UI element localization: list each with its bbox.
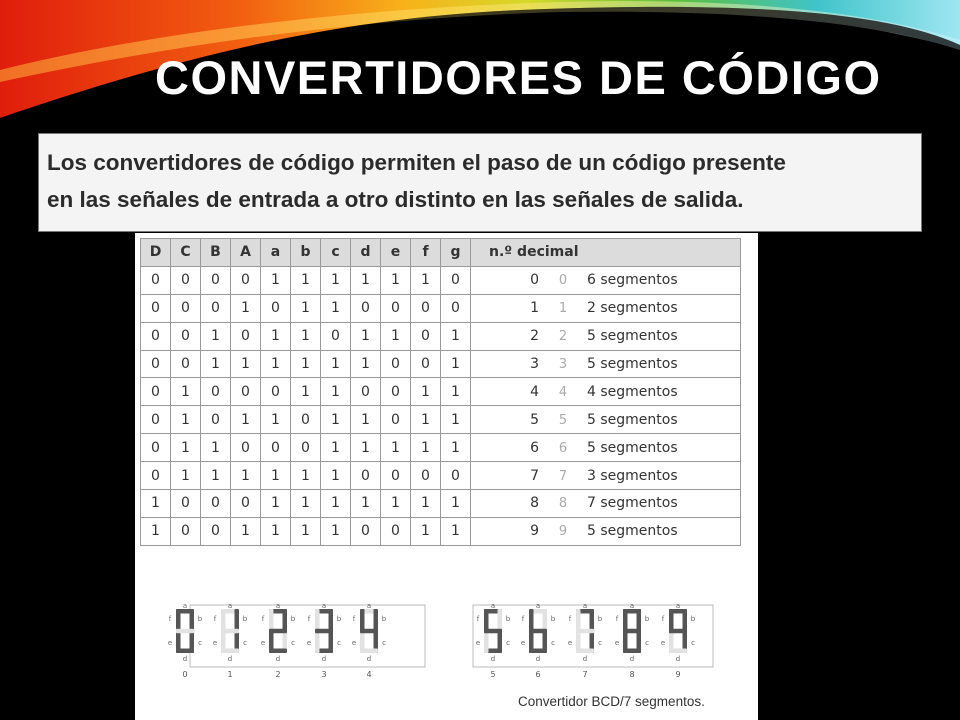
table-cell-D: 0 [141, 406, 171, 434]
segment-b [283, 609, 288, 631]
table-cell-f: 1 [411, 378, 441, 406]
segment-label: d [675, 655, 681, 663]
table-cell-C: 0 [171, 322, 201, 350]
table-cell-f: 1 [411, 266, 441, 294]
table-cell-decimal [471, 294, 741, 322]
header-b: b [291, 239, 321, 267]
table-row [141, 350, 741, 378]
segment-e [360, 631, 365, 653]
segment-f [484, 609, 489, 631]
segment-f [576, 609, 581, 631]
segment-label: f [261, 615, 265, 623]
segment-label: a [182, 602, 188, 610]
decimal-value: 3 [530, 356, 539, 372]
header-B: B [201, 239, 231, 267]
table-cell-c: 1 [321, 517, 351, 545]
segment-label: d [366, 655, 372, 663]
table-cell-a: 0 [261, 434, 291, 462]
segment-label: d [582, 655, 588, 663]
table-row [141, 266, 741, 294]
table-cell-c: 1 [321, 350, 351, 378]
segment-label: c [506, 639, 510, 647]
segment-g [176, 629, 194, 634]
table-cell-decimal [471, 490, 741, 518]
segment-e [529, 631, 534, 653]
digit-caption: 9 [675, 670, 681, 679]
segment-g [623, 629, 641, 634]
table-cell-B: 1 [201, 322, 231, 350]
segment-e [623, 631, 628, 653]
segment-label: d [535, 655, 541, 663]
table-cell-c: 1 [321, 490, 351, 518]
segment-label: e [520, 639, 526, 647]
intro-line-2: en las señales de entrada a otro distinto en las señales de salida. [47, 187, 744, 212]
segment-label: a [366, 602, 372, 610]
segment-label: f [352, 615, 356, 623]
header-a: a [261, 239, 291, 267]
table-cell-a: 0 [261, 378, 291, 406]
segment-f [315, 609, 320, 631]
segment-g [315, 629, 333, 634]
digit-glyph: 7 [558, 468, 568, 484]
digit-caption: 6 [535, 670, 541, 679]
segment-f [669, 609, 674, 631]
table-cell-a: 1 [261, 406, 291, 434]
segment-label: c [598, 639, 602, 647]
table-cell-g: 0 [441, 294, 471, 322]
header-g: g [441, 239, 471, 267]
segment-b [637, 609, 642, 631]
segment-f [221, 609, 226, 631]
table-cell-decimal [471, 350, 741, 378]
table-cell-g: 1 [441, 517, 471, 545]
table-cell-B: 1 [201, 434, 231, 462]
table-cell-decimal [471, 378, 741, 406]
segment-e [484, 631, 489, 653]
table-cell-a: 1 [261, 462, 291, 490]
table-cell-D: 0 [141, 266, 171, 294]
table-cell-D: 0 [141, 434, 171, 462]
segment-label: f [615, 615, 619, 623]
table-cell-g: 1 [441, 350, 471, 378]
table-cell-g: 0 [441, 462, 471, 490]
header-A: A [231, 239, 261, 267]
digit-glyph: 6 [558, 440, 568, 456]
table-cell-d: 1 [351, 434, 381, 462]
intro-text [47, 144, 786, 218]
segment-g [484, 629, 502, 634]
segment-label: c [291, 639, 295, 647]
segment-e [669, 631, 674, 653]
segment-label: f [661, 615, 665, 623]
table-cell-A: 0 [231, 378, 261, 406]
segment-label: a [490, 602, 496, 610]
table-cell-A: 0 [231, 266, 261, 294]
table-row [141, 378, 741, 406]
table-cell-C: 1 [171, 462, 201, 490]
table-cell-e: 0 [381, 378, 411, 406]
table-cell-c: 1 [321, 434, 351, 462]
segment-label: c [243, 639, 247, 647]
segment-label: d [227, 655, 233, 663]
decimal-value: 4 [530, 383, 539, 400]
digit-caption: 3 [321, 670, 327, 679]
segment-b [235, 609, 240, 631]
table-cell-b: 1 [291, 517, 321, 545]
table-cell-e: 0 [381, 517, 411, 545]
segment-label: b [290, 615, 296, 623]
table-cell-C: 1 [171, 406, 201, 434]
segment-f [269, 609, 274, 631]
segment-e [269, 631, 274, 653]
segment-label: e [475, 639, 481, 647]
segment-label: b [505, 615, 511, 623]
segment-label: f [521, 615, 525, 623]
table-cell-C: 0 [171, 266, 201, 294]
segment-label: e [260, 639, 266, 647]
decimal-value: 0 [530, 272, 539, 289]
table-cell-B: 1 [201, 350, 231, 378]
table-cell-a: 0 [261, 294, 291, 322]
table-cell-e: 1 [381, 490, 411, 518]
decimal-value: 1 [530, 300, 539, 317]
table-cell-c: 1 [321, 406, 351, 434]
header-decimal: n.º decimal [471, 239, 741, 267]
segment-f [529, 609, 534, 631]
digit-glyph: 8 [558, 496, 568, 512]
header-D: D [141, 239, 171, 267]
table-row [141, 490, 741, 518]
table-cell-g: 1 [441, 490, 471, 518]
table-cell-b: 1 [291, 350, 321, 378]
digit-glyph: 5 [558, 412, 568, 428]
digit-caption: 2 [275, 670, 281, 679]
header-f: f [411, 239, 441, 267]
segment-count: 5 segmentos [587, 439, 678, 456]
table-cell-C: 1 [171, 434, 201, 462]
segment-f [623, 609, 628, 631]
table-cell-a: 1 [261, 266, 291, 294]
segment-label: b [550, 615, 556, 623]
digit-glyph: 1 [558, 301, 568, 317]
intro-line-1: Los convertidores de código permiten el paso de un código presente [47, 150, 786, 175]
table-cell-f: 1 [411, 434, 441, 462]
digit-caption: 0 [182, 670, 188, 679]
segment-label: a [321, 602, 327, 610]
table-cell-b: 1 [291, 294, 321, 322]
table-cell-a: 1 [261, 350, 291, 378]
table-cell-g: 1 [441, 378, 471, 406]
table-cell-A: 0 [231, 322, 261, 350]
segment-label: e [351, 639, 357, 647]
segment-e [315, 631, 320, 653]
table-cell-a: 1 [261, 322, 291, 350]
decimal-value: 6 [530, 439, 539, 456]
segment-label: b [597, 615, 603, 623]
table-cell-e: 1 [381, 322, 411, 350]
decimal-value: 2 [530, 328, 539, 345]
table-cell-d: 0 [351, 378, 381, 406]
segment-label: f [307, 615, 311, 623]
segment-count: 2 segmentos [587, 300, 678, 317]
table-row [141, 406, 741, 434]
decimal-value: 9 [530, 523, 539, 540]
table-cell-decimal [471, 517, 741, 545]
table-cell-e: 0 [381, 350, 411, 378]
decimal-value: 5 [530, 411, 539, 428]
table-cell-d: 1 [351, 490, 381, 518]
table-cell-D: 0 [141, 350, 171, 378]
table-cell-g: 1 [441, 406, 471, 434]
converter-figure [135, 233, 758, 720]
table-cell-e: 0 [381, 462, 411, 490]
segment-g [221, 629, 239, 634]
intro-box [38, 133, 922, 232]
segment-label: e [660, 639, 666, 647]
table-cell-D: 0 [141, 378, 171, 406]
table-cell-d: 0 [351, 517, 381, 545]
table-cell-c: 1 [321, 266, 351, 294]
table-cell-f: 0 [411, 294, 441, 322]
segment-label: a [275, 602, 281, 610]
segment-label: b [336, 615, 342, 623]
table-cell-decimal [471, 322, 741, 350]
table-cell-b: 0 [291, 434, 321, 462]
segment-b [329, 609, 334, 631]
segment-b [683, 609, 688, 631]
digit-glyph: 3 [558, 357, 568, 372]
segment-e [176, 631, 181, 653]
segment-label: b [690, 615, 696, 623]
segment-g [269, 629, 287, 634]
table-cell-e: 1 [381, 266, 411, 294]
segment-count: 4 segmentos [587, 383, 678, 400]
table-cell-b: 1 [291, 462, 321, 490]
segment-label: a [582, 602, 588, 610]
table-cell-decimal [471, 266, 741, 294]
table-cell-A: 1 [231, 350, 261, 378]
segment-label: d [321, 655, 327, 663]
table-cell-e: 1 [381, 434, 411, 462]
table-cell-d: 1 [351, 350, 381, 378]
segment-g [360, 629, 378, 634]
segment-b [498, 609, 503, 631]
table-cell-f: 0 [411, 462, 441, 490]
table-cell-c: 0 [321, 322, 351, 350]
table-cell-e: 0 [381, 294, 411, 322]
table-cell-c: 1 [321, 294, 351, 322]
segment-label: c [645, 639, 649, 647]
table-cell-decimal [471, 462, 741, 490]
table-cell-decimal [471, 434, 741, 462]
digit-caption: 4 [366, 670, 372, 679]
segment-label: d [490, 655, 496, 663]
segment-label: b [242, 615, 248, 623]
digit-glyph: 4 [558, 384, 568, 400]
segment-label: e [614, 639, 620, 647]
header-c: c [321, 239, 351, 267]
segment-g [576, 629, 594, 634]
table-cell-B: 0 [201, 266, 231, 294]
segment-count: 3 segmentos [587, 467, 678, 484]
segment-label: f [168, 615, 172, 623]
segment-label: f [568, 615, 572, 623]
table-cell-A: 1 [231, 406, 261, 434]
segment-label: a [629, 602, 635, 610]
segment-count: 5 segmentos [587, 523, 678, 540]
table-cell-B: 0 [201, 406, 231, 434]
segment-label: f [213, 615, 217, 623]
segment-b [543, 609, 548, 631]
digit-glyph: 2 [558, 329, 568, 345]
table-cell-c: 1 [321, 378, 351, 406]
segment-label: b [197, 615, 203, 623]
table-cell-f: 1 [411, 490, 441, 518]
segment-count: 7 segmentos [587, 495, 678, 512]
table-cell-d: 0 [351, 294, 381, 322]
table-cell-B: 0 [201, 490, 231, 518]
segment-e [221, 631, 226, 653]
table-cell-D: 0 [141, 462, 171, 490]
table-cell-C: 0 [171, 517, 201, 545]
digit-caption: 8 [629, 670, 635, 679]
segment-f [360, 609, 365, 631]
segment-label: e [212, 639, 218, 647]
table-cell-B: 0 [201, 378, 231, 406]
segment-label: a [675, 602, 681, 610]
table-cell-D: 1 [141, 490, 171, 518]
table-cell-A: 1 [231, 294, 261, 322]
segment-b [190, 609, 195, 631]
segment-label: f [476, 615, 480, 623]
table-cell-d: 1 [351, 322, 381, 350]
table-cell-g: 1 [441, 322, 471, 350]
table-cell-d: 1 [351, 266, 381, 294]
header-C: C [171, 239, 201, 267]
displays-caption: Convertidor BCD/7 segmentos. [518, 694, 705, 709]
table-cell-A: 1 [231, 462, 261, 490]
segment-label: d [275, 655, 281, 663]
truth-table [140, 238, 741, 546]
decimal-value: 8 [530, 495, 539, 512]
digit-caption: 1 [227, 670, 233, 679]
table-row [141, 434, 741, 462]
digit-caption: 5 [490, 670, 496, 679]
segment-label: c [198, 639, 202, 647]
table-row [141, 294, 741, 322]
segment-label: c [337, 639, 341, 647]
table-cell-A: 0 [231, 434, 261, 462]
segment-label: a [227, 602, 233, 610]
segment-count: 5 segmentos [587, 411, 678, 428]
table-cell-g: 0 [441, 266, 471, 294]
table-cell-D: 0 [141, 294, 171, 322]
segment-b [590, 609, 595, 631]
header-d: d [351, 239, 381, 267]
table-cell-B: 0 [201, 294, 231, 322]
segment-e [576, 631, 581, 653]
digit-caption: 7 [582, 670, 588, 679]
page-title: CONVERTIDORES DE CÓDIGO [155, 51, 882, 104]
table-cell-b: 1 [291, 378, 321, 406]
segment-label: c [691, 639, 695, 647]
segment-label: e [306, 639, 312, 647]
table-row [141, 322, 741, 350]
segment-label: a [535, 602, 541, 610]
segment-b [374, 609, 379, 631]
table-row [141, 462, 741, 490]
table-cell-f: 0 [411, 350, 441, 378]
table-cell-b: 1 [291, 266, 321, 294]
digit-glyph: 0 [558, 273, 568, 289]
table-cell-C: 0 [171, 294, 201, 322]
table-cell-C: 0 [171, 350, 201, 378]
table-cell-b: 0 [291, 406, 321, 434]
header-e: e [381, 239, 411, 267]
table-cell-b: 1 [291, 490, 321, 518]
table-cell-A: 1 [231, 517, 261, 545]
table-cell-d: 1 [351, 406, 381, 434]
segment-count: 5 segmentos [587, 328, 678, 345]
segment-label: d [629, 655, 635, 663]
segment-label: b [381, 615, 387, 623]
segment-label: e [167, 639, 173, 647]
table-cell-decimal [471, 406, 741, 434]
table-cell-B: 1 [201, 462, 231, 490]
table-cell-A: 0 [231, 490, 261, 518]
table-cell-e: 0 [381, 406, 411, 434]
digit-glyph: 9 [558, 524, 568, 540]
segment-count: 5 segmentos [587, 356, 678, 372]
table-cell-D: 1 [141, 517, 171, 545]
table-cell-f: 0 [411, 322, 441, 350]
segment-g [529, 629, 547, 634]
table-row [141, 517, 741, 545]
table-cell-f: 1 [411, 517, 441, 545]
table-cell-g: 1 [441, 434, 471, 462]
table-cell-f: 1 [411, 406, 441, 434]
segment-label: e [567, 639, 573, 647]
table-cell-c: 1 [321, 462, 351, 490]
decimal-value: 7 [530, 467, 539, 484]
table-cell-a: 1 [261, 490, 291, 518]
table-cell-C: 0 [171, 490, 201, 518]
table-cell-D: 0 [141, 322, 171, 350]
segment-g [669, 629, 687, 634]
segment-label: c [551, 639, 555, 647]
truth-table-header-row [141, 239, 741, 267]
table-cell-a: 1 [261, 517, 291, 545]
segment-label: c [382, 639, 386, 647]
segment-label: b [644, 615, 650, 623]
table-cell-b: 1 [291, 322, 321, 350]
table-cell-d: 0 [351, 462, 381, 490]
truth-table-body [141, 266, 741, 545]
table-cell-C: 1 [171, 378, 201, 406]
table-cell-B: 0 [201, 517, 231, 545]
segment-count: 6 segmentos [587, 272, 678, 289]
segment-label: d [182, 655, 188, 663]
segment-f [176, 609, 181, 631]
